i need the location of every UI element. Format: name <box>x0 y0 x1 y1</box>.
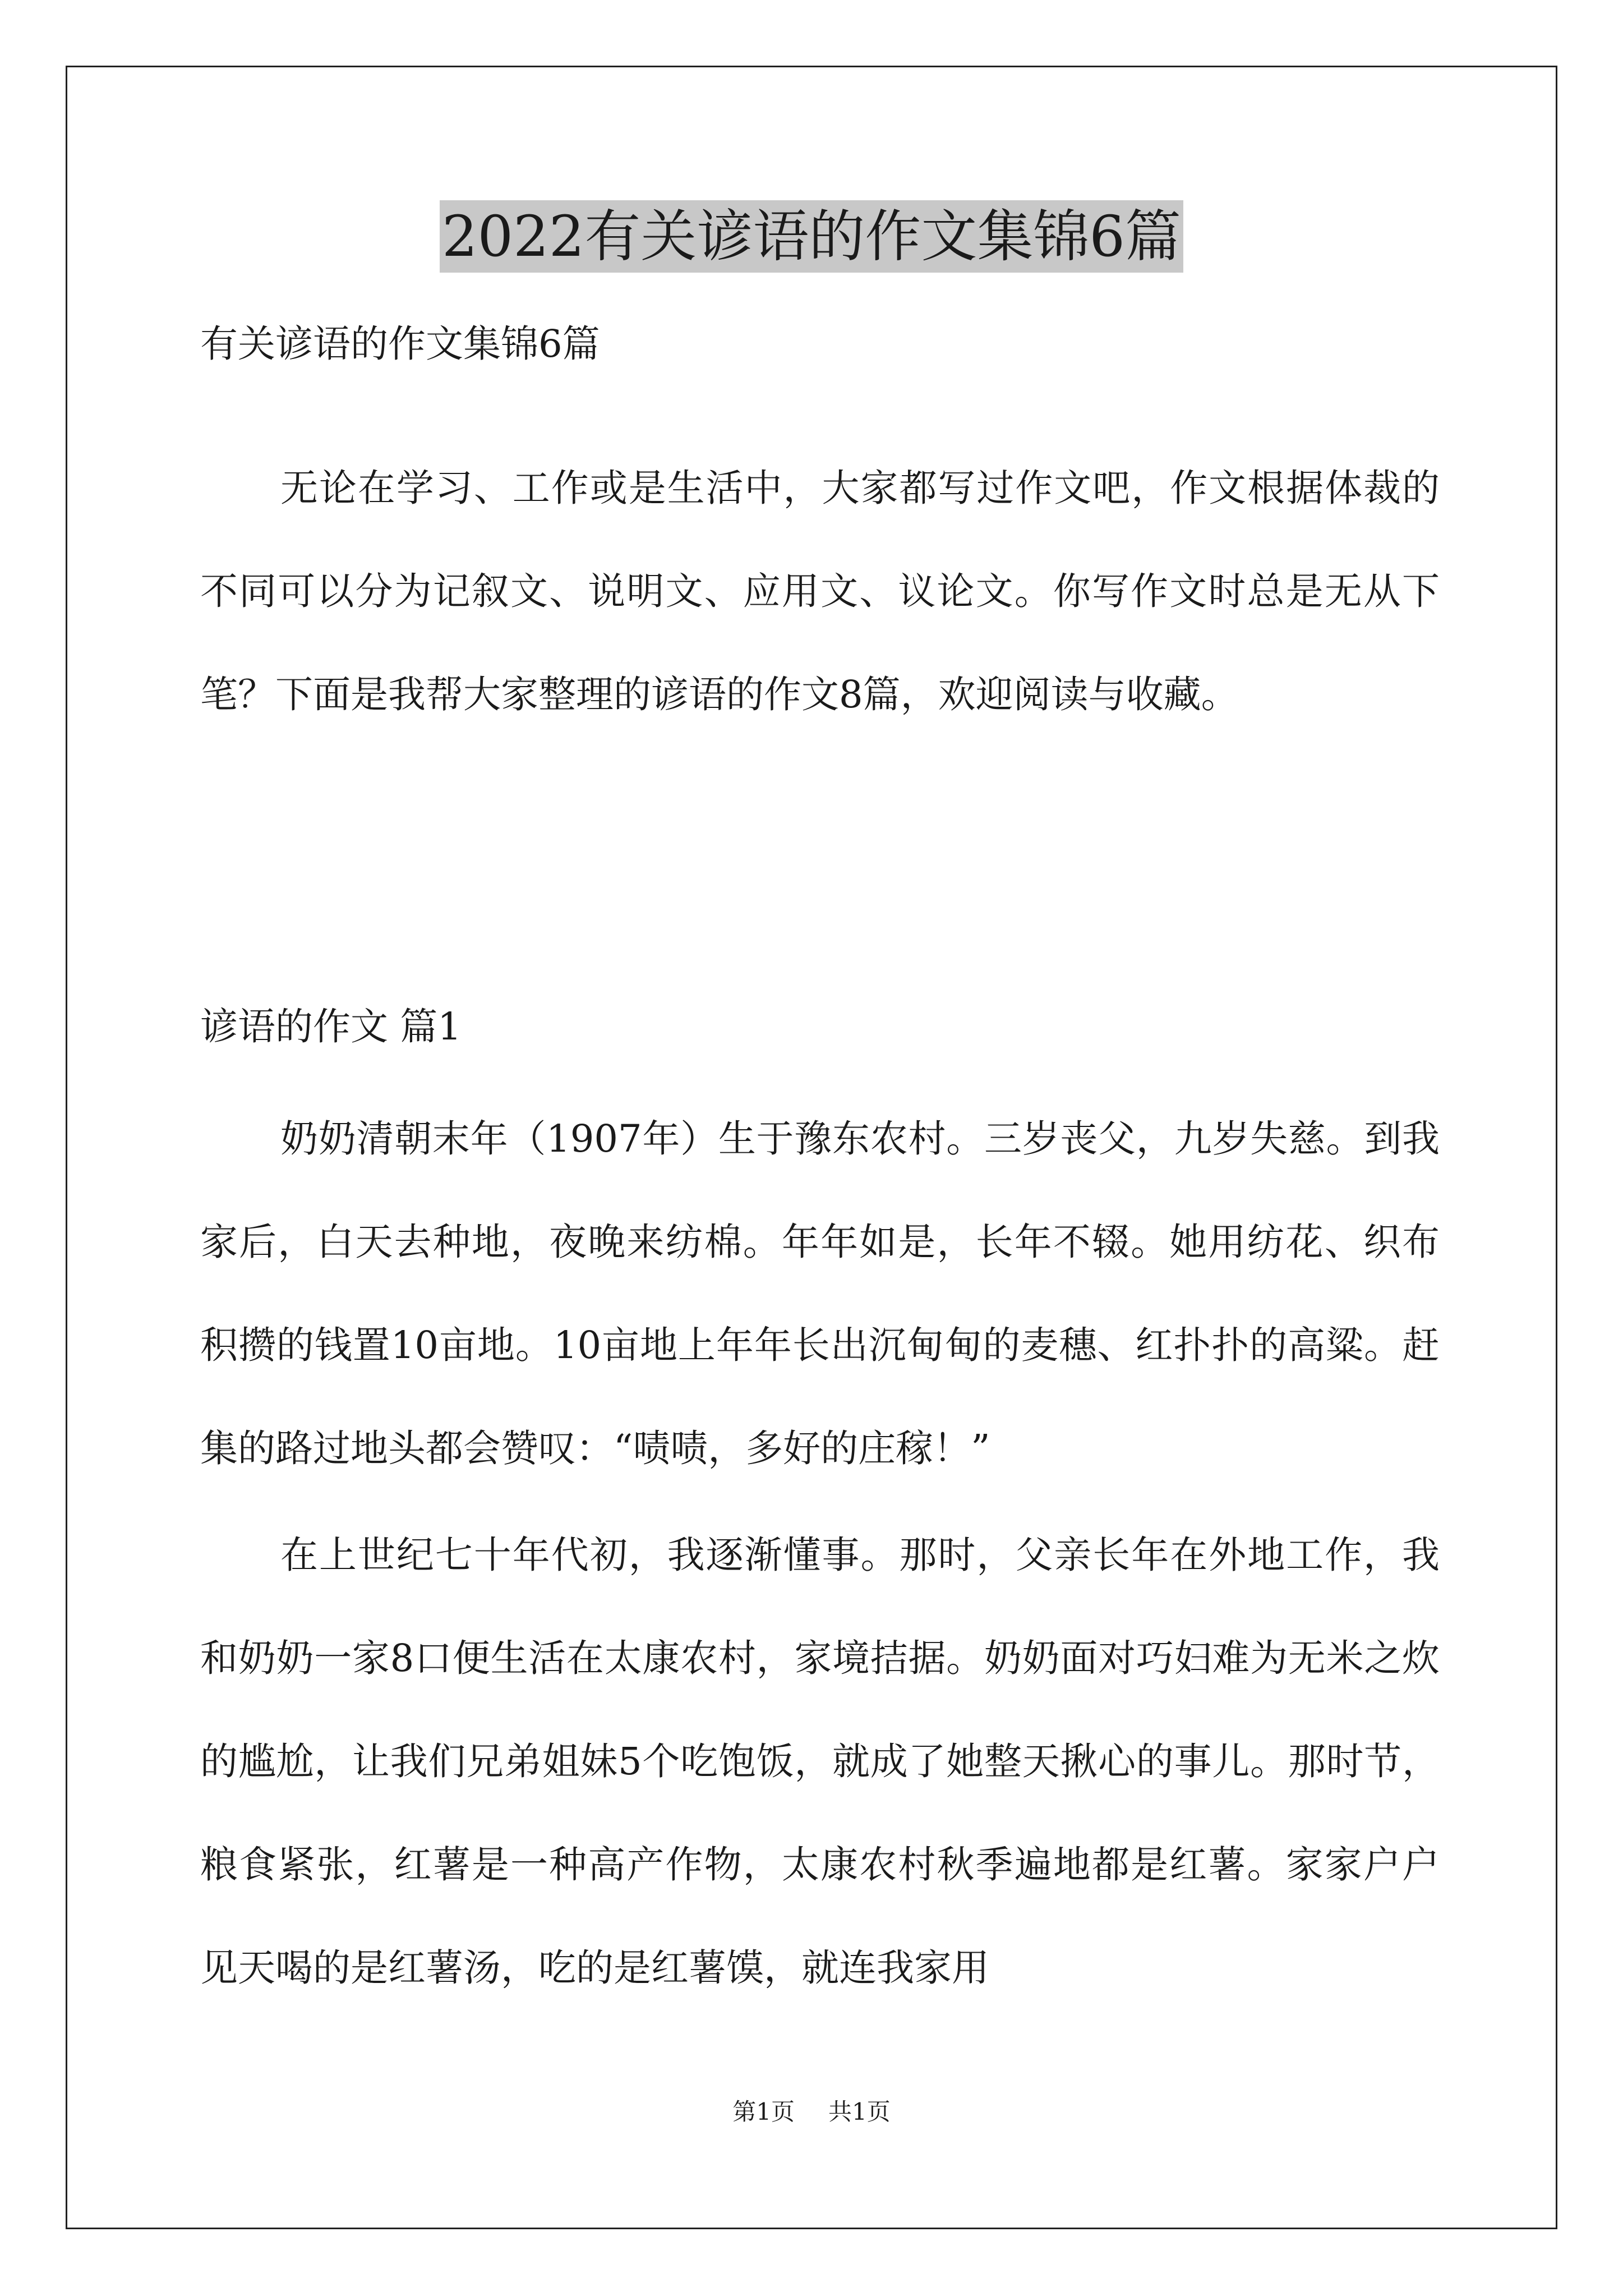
document-subtitle: 有关谚语的作文集锦6篇 <box>200 322 600 366</box>
page-footer <box>0 2095 1623 2129</box>
section-heading: 谚语的作文 篇1 <box>200 1005 462 1048</box>
page-total: 共1页 <box>828 2098 891 2125</box>
document-title-text: 2022有关谚语的作文集锦6篇 <box>440 200 1183 273</box>
intro-paragraph: 无论在学习、工作或是生活中，大家都写过作文吧，作文根据体裁的不同可以分为记叙文、说明文、应用文、议论文。你写作文时总是无从下笔？下面是我帮大家整理的谚语的作文8篇，欢迎阅读与收藏。 <box>200 466 1440 716</box>
document-title <box>0 197 1623 276</box>
page-number: 第1页 <box>732 2098 795 2125</box>
body-paragraph: 在上世纪七十年代初，我逐渐懂事。那时，父亲长年在外地工作，我和奶奶一家8口便生活在太康农村，家境拮据。奶奶面对巧妇难为无米之炊的尴尬，让我们兄弟姐妹5个吃饱饭，就成了她整天揪心的事儿。那时节，粮食紧张，红薯是一种高产作物，太康农村秋季遍地都是红薯。家家户户见天喝的是红薯汤，吃的是红薯馍，就连我家用 <box>200 1533 1440 1990</box>
body-paragraph: 奶奶清朝末年（1907年）生于豫东农村。三岁丧父，九岁失慈。到我家后，白天去种地，夜晚来纺棉。年年如是，长年不辍。她用纺花、织布积攒的钱置10亩地。10亩地上年年长出沉甸甸的麦穗、红扑扑的高粱。赶集的路过地头都会赞叹：“啧啧，多好的庄稼！” <box>200 1117 1440 1470</box>
